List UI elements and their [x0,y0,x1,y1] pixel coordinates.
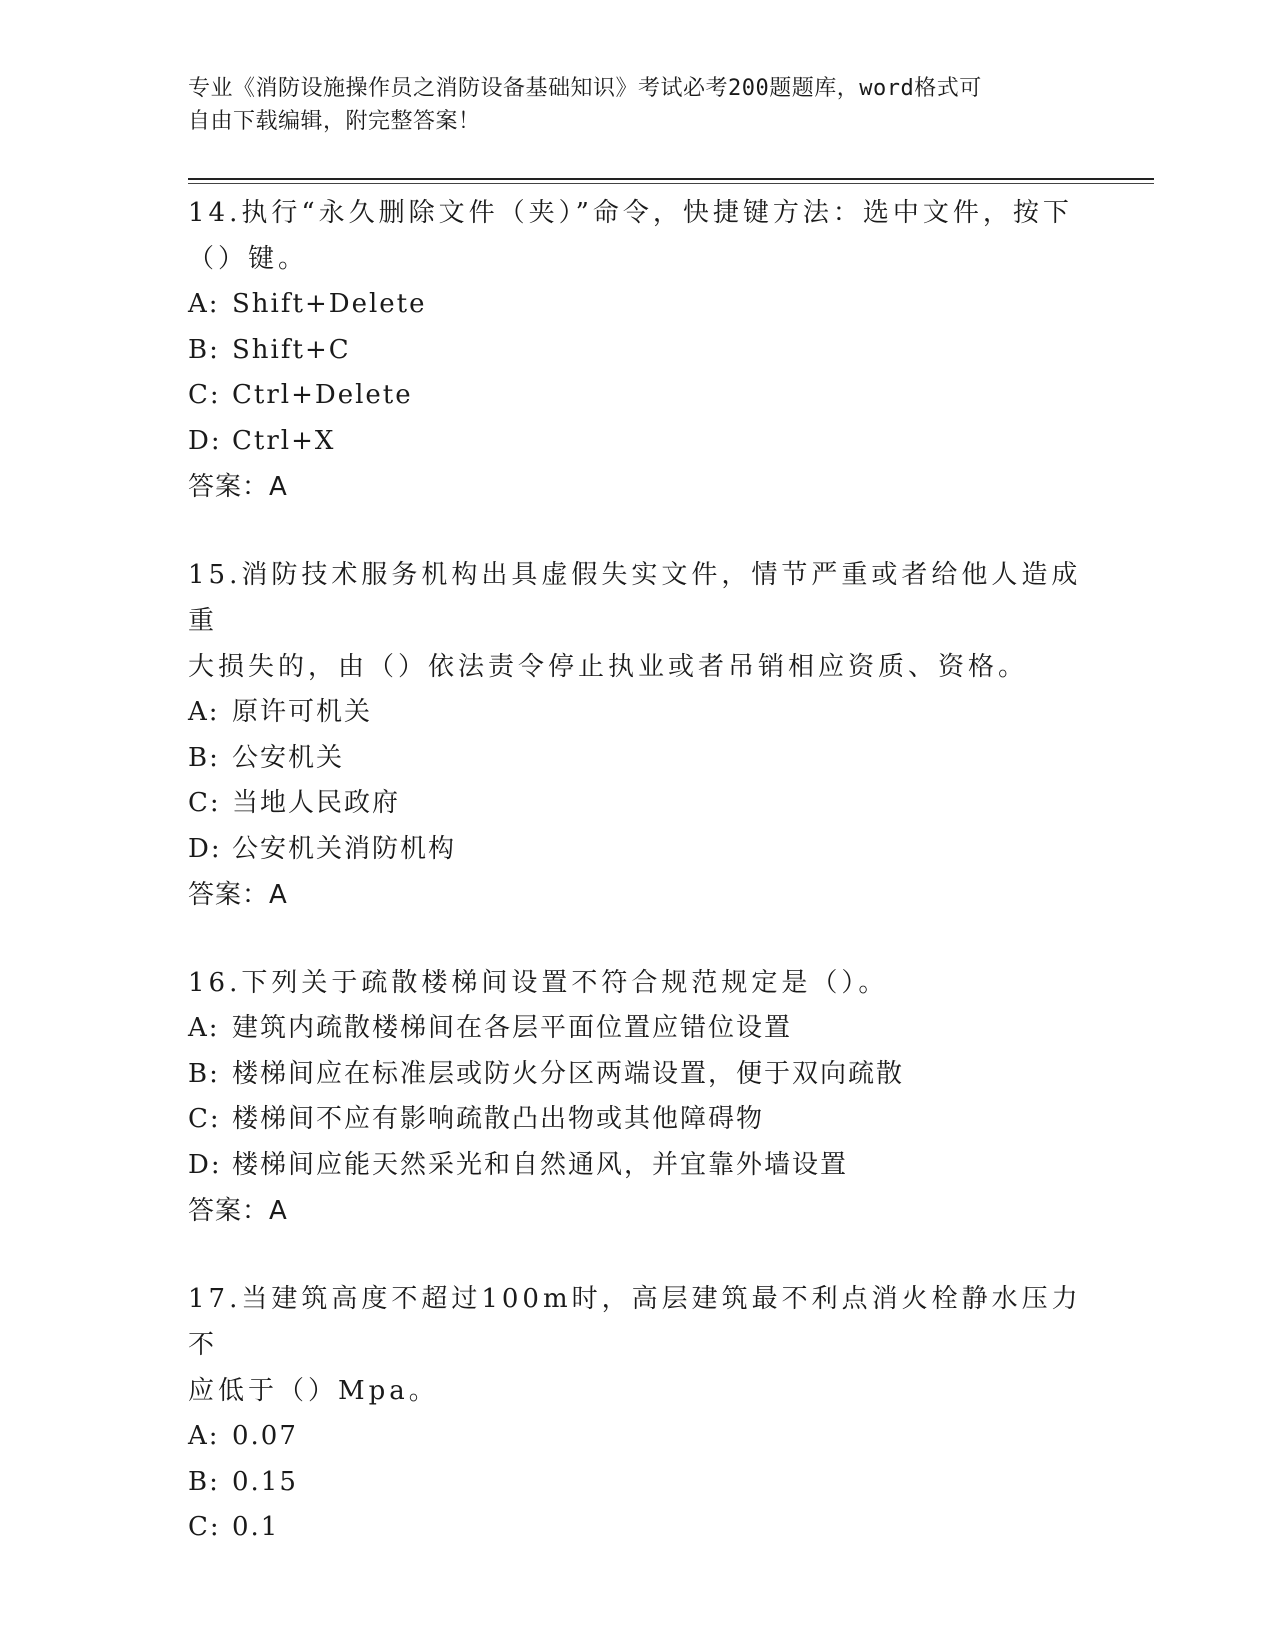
option-letter: B: [188,742,220,773]
question-stem [188,960,1088,1006]
option-text: 0.15 [232,1466,298,1497]
header-line-1: 专业《消防设施操作员之消防设备基础知识》考试必考200题题库，word格式可 [188,76,982,101]
option-text: Shift+C [232,334,351,365]
option-letter: D: [188,833,222,864]
question-stem [188,552,1088,690]
question-17 [188,1276,1088,1551]
option-letter: A: [188,697,220,727]
header-divider-thick [188,178,1154,180]
option-b [188,1460,1088,1506]
option-text: 公安机关消防机构 [232,833,457,864]
option-text: 楼梯间应在标准层或防火分区两端设置，便于双向疏散 [232,1058,905,1089]
question-16 [188,960,1088,1234]
question-stem [188,1276,1088,1414]
question-stem-line: 17.当建筑高度不超过100m时，高层建筑最不利点消火栓静水压力不 [188,1284,1082,1360]
answer-line: 答案：A [188,880,288,910]
option-c [188,1097,1088,1143]
question-14 [188,190,1088,510]
option-b [188,328,1088,374]
option-text: 建筑内疏散楼梯间在各层平面位置应错位设置 [232,1013,793,1043]
question-stem-line: 16.下列关于疏散楼梯间设置不符合规范规定是（）。 [188,968,889,998]
option-d [188,419,1088,465]
question-stem [188,190,1088,282]
option-a [188,1414,1088,1460]
answer-line: 答案：A [188,1196,288,1226]
option-letter: B: [188,1466,220,1497]
question-stem-line: 14.执行“永久删除文件（夹）”命令，快捷键方法：选中文件，按下 [188,198,1073,228]
document-header [188,72,1088,138]
option-letter: C: [188,1512,221,1542]
question-stem-line: 大损失的，由（）依法责令停止执业或者吊销相应资质、资格。 [188,652,1029,682]
option-c [188,781,1088,827]
header-divider-thin [188,183,1154,184]
answer-line: 答案：A [188,472,288,502]
option-letter: D: [188,425,222,456]
option-text: Ctrl+Delete [232,380,413,410]
option-a [188,690,1088,736]
question-stem-line: 15.消防技术服务机构出具虚假失实文件，情节严重或者给他人造成重 [188,560,1082,636]
question-stem-line: 应低于（）Mpa。 [188,1376,439,1406]
option-letter: A: [188,1013,220,1043]
option-c [188,373,1088,419]
question-stem-line: （）键。 [188,244,309,274]
option-b [188,736,1088,782]
option-a [188,1006,1088,1052]
option-text: 公安机关 [232,742,345,773]
option-letter: A: [188,289,220,319]
option-letter: C: [188,1104,221,1134]
option-d [188,1143,1088,1189]
option-letter: A: [188,1421,220,1451]
option-text: 楼梯间不应有影响疏散凸出物或其他障碍物 [232,1104,765,1134]
option-letter: C: [188,788,221,818]
option-c [188,1505,1088,1551]
option-letter: B: [188,334,220,365]
option-text: 0.1 [232,1512,280,1542]
option-text: 0.07 [232,1421,298,1451]
header-line-2: 自由下载编辑，附完整答案！ [188,109,481,134]
option-d [188,827,1088,873]
question-list [188,190,1088,1593]
option-letter: B: [188,1058,220,1089]
option-text: Shift+Delete [232,289,427,319]
option-text: 楼梯间应能天然采光和自然通风，并宜靠外墙设置 [232,1149,849,1180]
question-15 [188,552,1088,918]
option-text: 当地人民政府 [232,788,401,818]
option-letter: D: [188,1149,222,1180]
option-letter: C: [188,380,221,410]
option-text: 原许可机关 [232,697,373,727]
option-a [188,282,1088,328]
option-text: Ctrl+X [232,425,336,456]
option-b [188,1052,1088,1098]
